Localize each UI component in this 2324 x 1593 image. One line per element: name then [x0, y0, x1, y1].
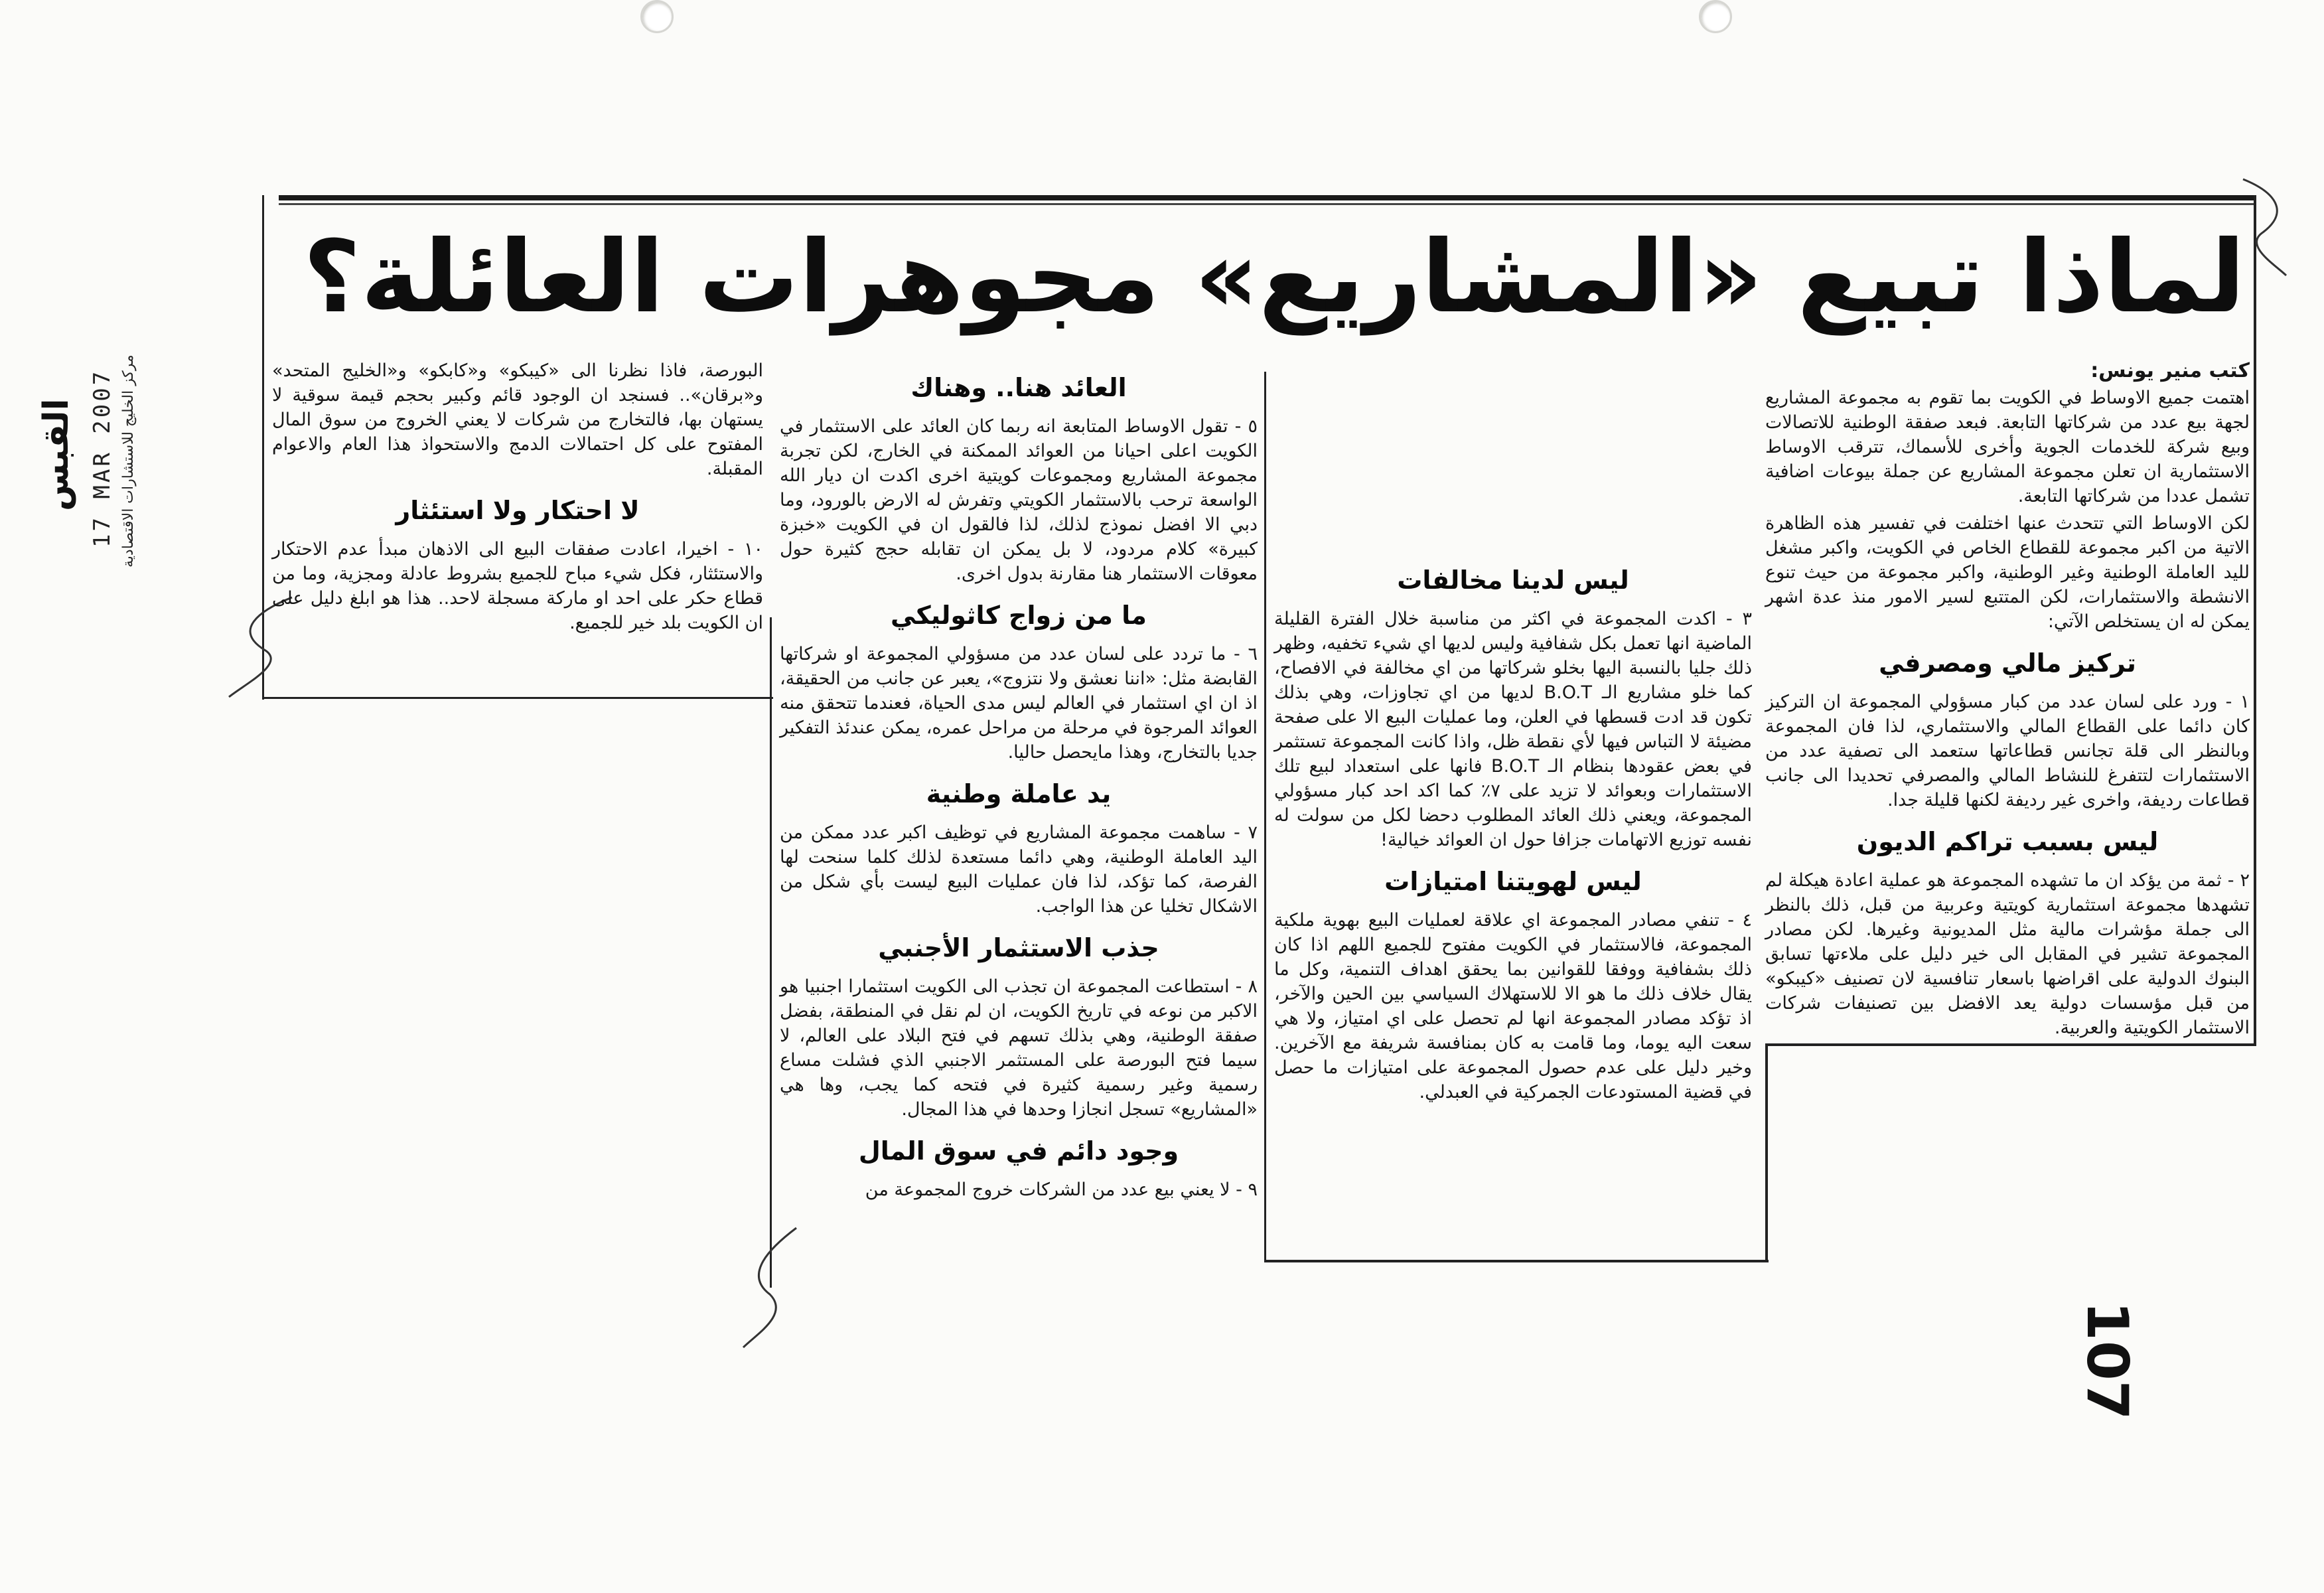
paragraph-2: ٢ - ثمة من يؤكد ان ما تشهده المجموعة هو عملية اعادة هيكلة لم تشهدها مجموعة استثمارية كويتية وعربية من قبل، ذلك بالنظر الى جملة مؤشرات مالية مثل المديونية وغيرها. لكن مصادر المجموعة تشير في المقابل الى خير دليل على ملاءتها تسابق البنوك الدولية على اقراضها باسعار تنافسية لان تصنيف «كيبكو» من قبل مؤسسات دولية يعد الافضل بين تصنيفات شركات الاستثمار الكويتية والعربية. [1765, 870, 2250, 1038]
column-2 [1274, 551, 1752, 1107]
intro-paragraph-1: اهتمت جميع الاوساط في الكويت بما تقوم به مجموعة المشاريع لجهة بيع عدد من شركاتها التابعة. فبعد صفقة الوطنية للاتصالات وبيع شركة للخدمات الجوية وأخرى للأسماك، تترقب الاوساط الاستثمارية ان تعلن مجموعة المشاريع عن جملة بيوعات اضافية تشمل عددا من شركاتها التابعة. [1765, 388, 2250, 506]
bottom-border-mid [1264, 1260, 1769, 1262]
paragraph-1: ١ - ورد على لسان عدد من كبار مسؤولي المجموعة ان التركيز كان دائما على القطاع المالي والاستثماري، لذا فان المجموعة وبالنظر الى قلة تجانس قطاعاتها ستعمد الى تصفية عدد من الاستثمارات لتتفرغ للنشاط المالي والمصرفي تحديدا الى جانب قطاعات رديفة، واخرى غير رديفة لكنها قليلة جدا. [1765, 692, 2250, 810]
page-number: 107 [2074, 1301, 2140, 1420]
headline: لماذا تبيع «المشاريع» مجوهرات العائلة؟ [303, 220, 2246, 335]
subheading-no-privileges: ليس لهويتنا امتيازات [1384, 867, 1642, 896]
byline: كتب منير يونس: [2090, 359, 2250, 382]
paragraph-8: ٨ - استطاعت المجموعة ان تجذب الى الكويت استثمارا اجنبيا هو الاكبر من نوعه في تاريخ الكويت، ان لم نقل في المنطقة، بفضل صفقة الوطنية، وهي بذلك تسهم في فتح البلاد على العالم، لا سيما فتح البورصة على المستثمر الاجنبي الذي فشلت مساع رسمية وغير رسمية كثيرة في فتحه كما يجب، وها هي «المشاريع» تسجل انجازا وحدها في هذا المجال. [780, 976, 1258, 1120]
paragraph-7: ٧ - ساهمت مجموعة المشاريع في توظيف اكبر عدد ممكن من اليد العاملة الوطنية، وهي دائما مستعدة لذلك كلما سنحت لها الفرصة، كما تؤكد، لذا فان عمليات البيع ليست بأي شكل من الاشكال تخليا عن هذا الواجب. [780, 822, 1258, 917]
paragraph-9: ٩ - لا يعني بيع عدد من الشركات خروج المجموعة من [865, 1179, 1258, 1200]
right-border [2254, 195, 2256, 1045]
col-divider-2 [770, 617, 772, 1288]
subheading-no-violations: ليس لدينا مخالفات [1397, 566, 1629, 595]
subheading-market-presence: وجود دائم في سوق المال [858, 1136, 1179, 1166]
bottom-step-vertical [1765, 1043, 1768, 1262]
stamp-center-name: مركز الخليج للاستشارات الاقتصادية [120, 354, 137, 568]
clipping-stamp [20, 345, 146, 571]
subheading-national-labor: يد عاملة وطنية [926, 779, 1112, 808]
subheading-financial-focus: تركيز مالي ومصرفي [1879, 648, 2136, 678]
subheading-foreign-investment: جذب الاستثمار الأجنبي [878, 933, 1159, 962]
column-4 [272, 358, 763, 638]
column-1 [1765, 358, 2250, 1043]
bottom-border-right [1765, 1043, 2256, 1046]
top-rule [279, 195, 2256, 200]
punch-hole-right [1699, 0, 1732, 33]
subheading-no-catholic-marriage: ما من زواج كاثوليكي [891, 601, 1147, 630]
bottom-border-left [262, 697, 773, 699]
column-3 [780, 358, 1258, 1205]
top-rule-thin [279, 203, 2256, 205]
punch-hole-left [640, 0, 674, 33]
paragraph-4: ٤ - تنفي مصادر المجموعة اي علاقة لعمليات البيع بهوية ملكية المجموعة، فالاستثمار في الكويت مفتوح للجميع اللهم اذا كان ذلك بشفافية ووفقا للقوانين بما يحقق اهداف التنمية، وكل ما يقال خلاف ذلك ما هو الا للاستهلاك السياسي بين الحين والآخر، اذ تؤكد مصادر المجموعة انها لم تحصل على اي امتياز، ولا هي سعت اليه يوما، وما قامت به كان بمنافسة شريفة مع الآخرين. وخير دليل على عدم حصول المجموعة على امتيازات ما حصل في قضية المستودعات الجمركية في العبدلي. [1274, 910, 1752, 1102]
subheading-no-monopoly: لا احتكار ولا استئثار [396, 496, 640, 525]
intro-paragraph-2: لكن الاوساط التي تتحدث عنها اختلفت في تفسير هذه الظاهرة الاتية من اكبر مجموعة للقطاع الخاص في الكويت، واكبر مشغل لليد العاملة الوطنية وغير الوطنية، واكبر مجموعة من حيث تنوع الانشطة والاستثمارات، لكن المتتبع لسير الامور منذ عدة اشهر يمكن له ان يستخلص الآتي: [1765, 513, 2250, 632]
newspaper-logo: القبس [36, 398, 76, 511]
subheading-return: العائد هنا.. وهناك [910, 373, 1127, 402]
paragraph-9-continued: البورصة، فاذا نظرنا الى «كيبكو» و«كابكو» و«الخليج المتحد» و«برقان».. فسنجد ان الوجود قائم وكبير بحجم قيمة سوقية لا يستهان بها، فالتخارج من شركات لا يعني الخروج من سوق المال المفتوح على كل احتمالات الدمج والاستحواذ هذا العام والاعوام المقبلة. [272, 360, 763, 479]
paragraph-6: ٦ - ما تردد على لسان عدد من مسؤولي المجموعة او شركاتها القابضة مثل: «اننا نعشق ولا نتزوج»، يعبر عن جانب من الحقيقة، اذ ان اي استثمار في العالم ليس مدى الحياة، فعندما تتحقق منه العوائد المرجوة في مرحلة من مراحل عمره، يمكن عندئذ التفكير جديا بالتخارج، وهذا مايحصل حاليا. [780, 644, 1258, 763]
paragraph-5: ٥ - تقول الاوساط المتابعة انه ربما كان العائد على الاستثمار في الكويت اعلى احيانا من العوائد الممكنة في الخارج، لكن تجربة مجموعة المشاريع ومجموعات كويتية اخرى اكدت ان ديار الله الواسعة ترحب بالاستثمار الكويتي وتفرش له الارض بالورود، وما دبي الا افضل نموذج لذلك، لذا فالقول ان في الكويت «خبزة كبيرة» كلام مردود، لا بل يمكن ان تقابله حجج كثيرة حول معوقات الاستثمار هنا مقارنة بدول اخرى. [780, 416, 1258, 584]
paragraph-3: ٣ - اكدت المجموعة في اكثر من مناسبة خلال الفترة القليلة الماضية انها تعمل بكل شفافية وليس لديها اي شيء تخفيه، وظهر ذلك جليا بالنسبة اليها بخلو شركاتها من اي مخالفة في الافصاح، كما خلو مشاريع الـ B.O.T لديها من اي تجاوزات، وهي بذلك تكون قد ادت قسطها في العلن، وما عمليات البيع الا على صفحة مضيئة لا التباس فيها لأي نقطة ظل، واذا كانت المجموعة تستثمر في بعض عقودها بنظام الـ B.O.T فانها على استعداد لبيع تلك الاستثمارات وبعوائد لا تزيد على ٧٪ كما اكد احد كبار مسؤولي المجموعة، ويعني ذلك العائد المطلوب دحضا لكل من سولت له نفسه توزيع الاتهامات جزافا حول ان العوائد خيالية! [1274, 609, 1752, 850]
paragraph-10: ١٠ - اخيرا، اعادت صفقات البيع الى الاذهان مبدأ عدم الاحتكار والاستئثار، فكل شيء مباح للجميع بشروط عادلة ومجزية، وما من قطاع حكر على احد او ماركة مسجلة لاحد.. هذا هو ابلغ دليل على ان الكويت بلد خير للجميع. [272, 539, 763, 633]
handwritten-mark-right [2230, 173, 2296, 279]
handwritten-mark-mid [730, 1221, 810, 1354]
stamp-date: 17 MAR 2007 [89, 368, 115, 548]
col-divider-1 [1264, 372, 1266, 1261]
subheading-not-debt: ليس بسبب تراكم الديون [1856, 827, 2159, 856]
